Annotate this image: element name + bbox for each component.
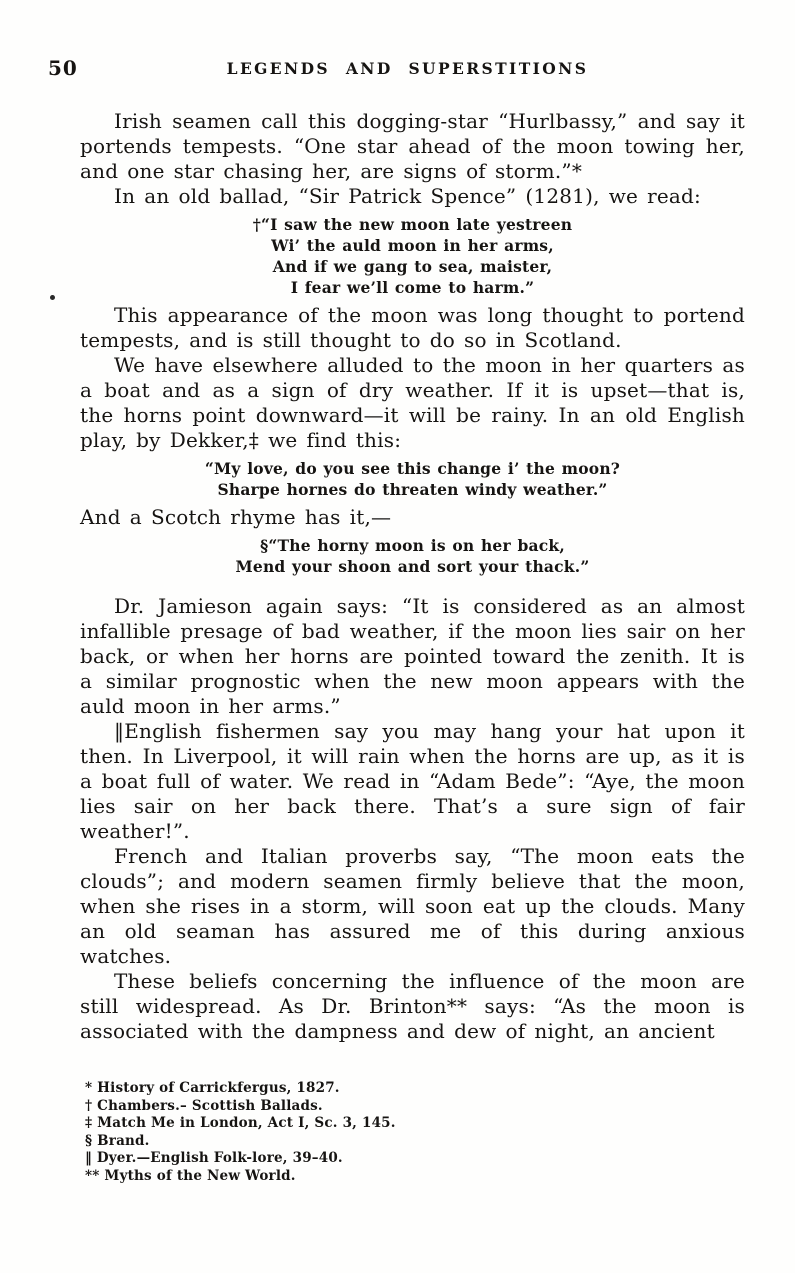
paragraph-english-fishermen: ‖English fishermen say you may hang your hat upon it then. In Liverpool, it will rain when the horns are up, as it is a boat full of water. We read in “Adam Bede”: “Aye, the moon lies sair on her back there. That’s a sure sign of fair weather!”. [80, 719, 745, 843]
ink-speck [50, 295, 55, 300]
running-head [0, 56, 795, 80]
paragraph-beliefs-widespread: These beliefs concerning the influence of the moon are still widespread. As Dr. Brinton** says: “As the moon is associated with the dampness and dew of night, an ancient [80, 969, 745, 1043]
paragraph-dr-jamieson: Dr. Jamieson again says: “It is considered as an almost infallible presage of bad weather, if the moon lies sair on her back, or when her horns are pointed toward the zenith. It is a similar prognostic when the new moon appears with the auld moon in her arms.” [80, 594, 745, 718]
verse-sir-patrick-spence [80, 214, 745, 298]
verse-line: §“The horny moon is on her back, [260, 536, 565, 555]
verse-line: I fear we’ll come to harm.” [290, 278, 535, 297]
verse-dekker-play [80, 458, 745, 500]
footnote-history-carrickfergus: * History of Carrickfergus, 1827. [85, 1080, 340, 1096]
paragraph-french-italian-proverbs: French and Italian proverbs say, “The moon eats the clouds”; and modern seamen firmly believe that the moon, when she rises in a storm, will soon eat up the clouds. Many an old seaman has assured me of this during anxious watches. [80, 844, 745, 968]
paragraph-scotch-rhyme-intro: And a Scotch rhyme has it,— [80, 505, 392, 529]
paragraph-irish-seamen: Irish seamen call this dogging-star “Hurlbassy,” and say it portends tempests. “One star ahead of the moon towing her, and one star chasing her, are signs of storm.”* [80, 109, 745, 183]
paragraph-appearance-of-moon: This appearance of the moon was long thought to portend tempests, and is still thought to do so in Scotland. [80, 303, 745, 352]
paragraph-old-ballad: In an old ballad, “Sir Patrick Spence” (1281), we read: [114, 184, 701, 208]
running-header-title: LEGENDS AND SUPERSTITIONS [226, 59, 589, 78]
verse-line: “My love, do you see this change i’ the moon? [204, 459, 621, 478]
footnotes-block [85, 1080, 645, 1185]
verse-line: †“I saw the new moon late yestreen [252, 215, 573, 234]
verse-line: Mend your shoon and sort your thack.” [235, 557, 590, 576]
verse-line: Sharpe hornes do threaten windy weather.” [217, 480, 608, 499]
body-text-column [80, 109, 745, 1044]
footnote-myths-new-world: ** Myths of the New World. [85, 1167, 296, 1184]
footnote-chambers: † Chambers.– Scottish Ballads. [85, 1097, 323, 1114]
paragraph-moon-quarters: We have elsewhere alluded to the moon in her quarters as a boat and as a sign of dry weather. If it is upset—that is, the horns point downward—it will be rainy. In an old English play, by Dekker,‡ we find this: [80, 353, 745, 452]
verse-line: Wi’ the auld moon in her arms, [271, 236, 554, 255]
verse-scotch-rhyme [80, 535, 745, 577]
verse-line: And if we gang to sea, maister, [272, 257, 553, 276]
footnote-brand: § Brand. [85, 1132, 150, 1149]
footnote-dyer: ‖ Dyer.—English Folk-lore, 39–40. [85, 1150, 343, 1166]
page-number: 50 [48, 56, 78, 80]
footnote-match-me-in-london: ‡ Match Me in London, Act I, Sc. 3, 145. [85, 1115, 396, 1131]
